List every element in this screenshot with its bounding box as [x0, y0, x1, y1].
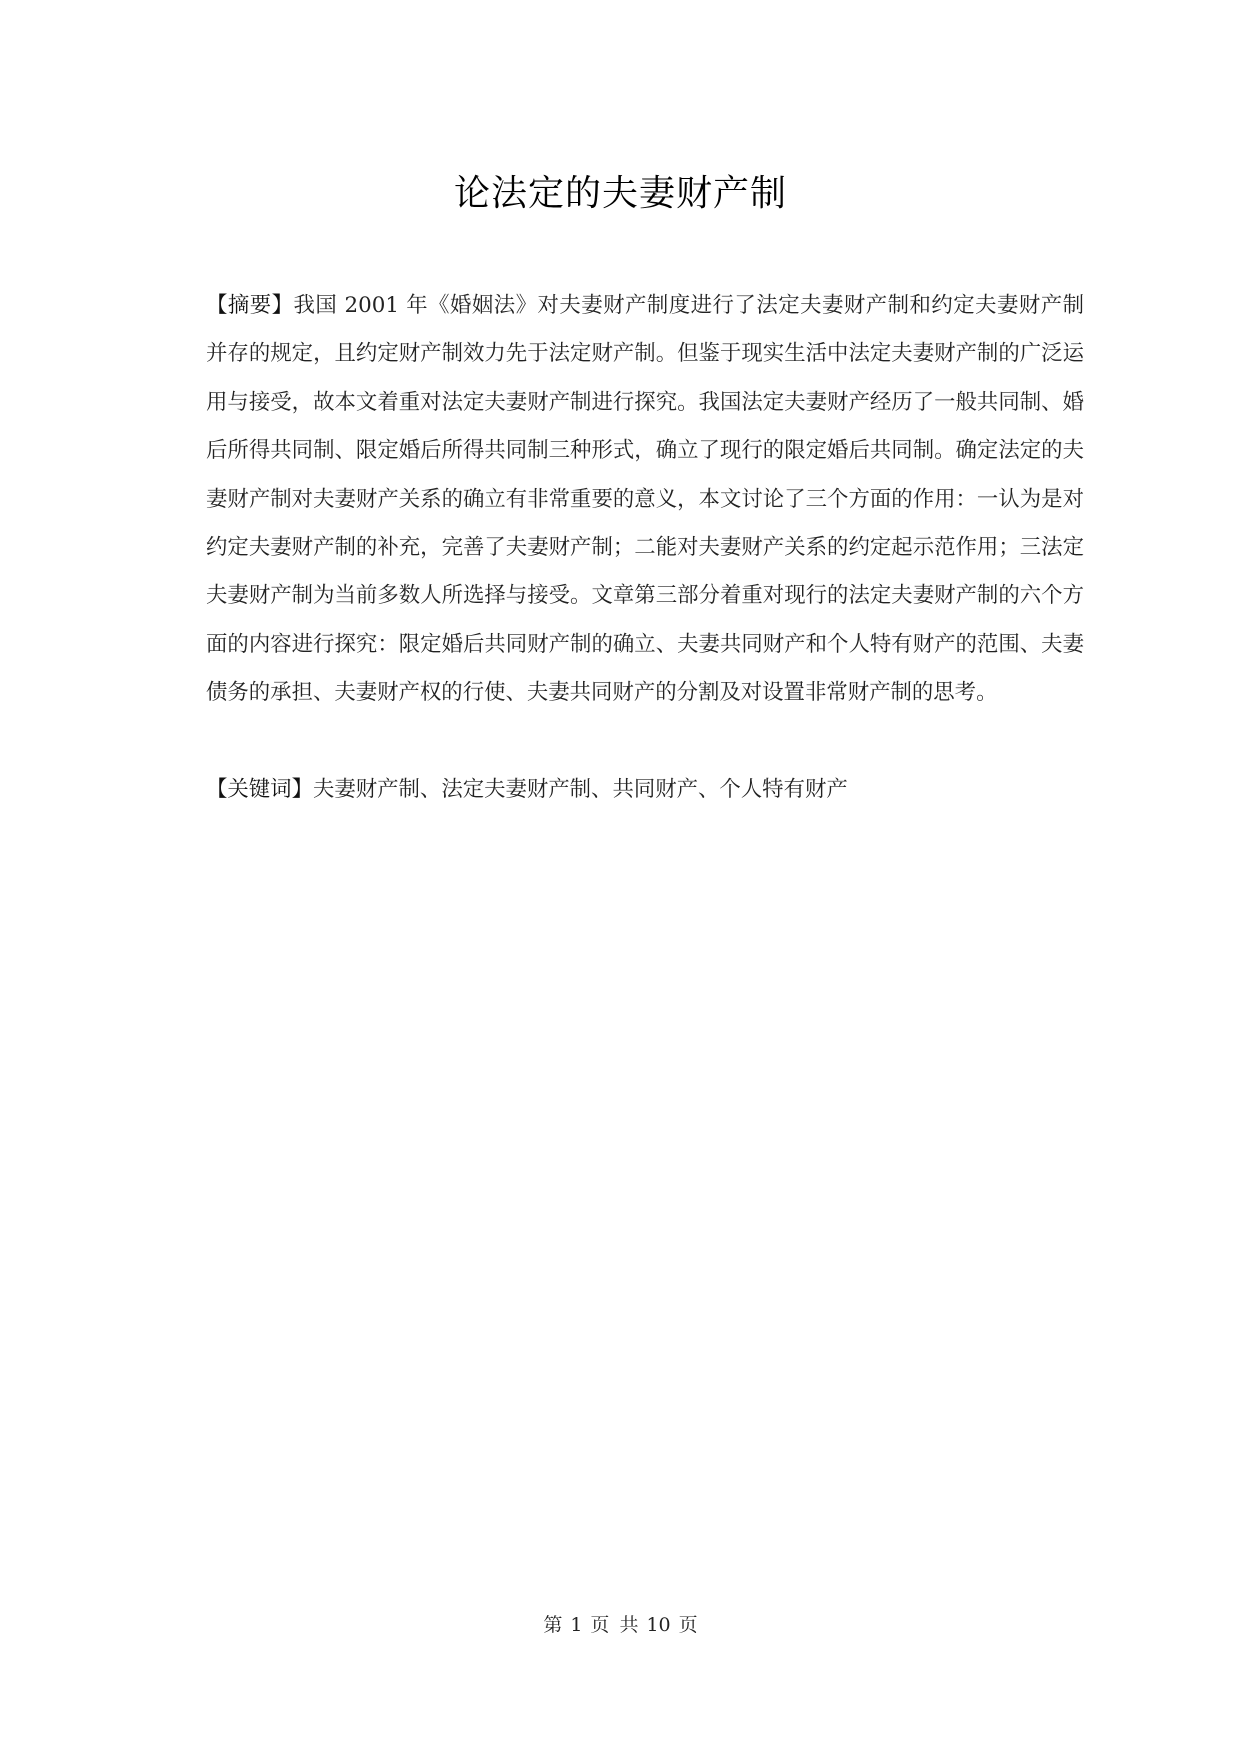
footer-prefix: 第: [543, 1614, 563, 1636]
footer-middle: 页 共: [590, 1614, 639, 1636]
abstract-text: 我国 2001 年《婚姻法》对夫妻财产制度进行了法定夫妻财产制和约定夫妻财产制并存的规定，且约定财产制效力先于法定财产制。但鉴于现实生活中法定夫妻财产制的广泛运用与接受，故本文着重对法定夫妻财产制进行探究。我国法定夫妻财产经历了一般共同制、婚后所得共同制、限定婚后所得共同制三种形式，确立了现行的限定婚后共同制。确定法定的夫妻财产制对夫妻财产关系的确立有非常重要的意义，本文讨论了三个方面的作用：一认为是对约定夫妻财产制的补充，完善了夫妻财产制；二能对夫妻财产关系的约定起示范作用；三法定夫妻财产制为当前多数人所选择与接受。文章第三部分着重对现行的法定夫妻财产制的六个方面的内容进行探究：限定婚后共同财产制的确立、夫妻共同财产和个人特有财产的范围、夫妻债务的承担、夫妻财产权的行使、夫妻共同财产的分割及对设置非常财产制的思考。: [206, 293, 1084, 706]
abstract-label: 【摘要】: [206, 293, 294, 318]
footer-total-pages: 10: [646, 1614, 671, 1636]
footer-page-number: 1: [570, 1614, 583, 1636]
abstract-paragraph: [206, 282, 1084, 718]
keywords-line: [206, 766, 1084, 814]
page-footer: [0, 1610, 1241, 1640]
footer-suffix: 页: [678, 1614, 698, 1636]
document-title: 论法定的夫妻财产制: [453, 173, 787, 214]
keywords-label: 【关键词】: [206, 777, 313, 802]
keywords-text: 夫妻财产制、法定夫妻财产制、共同财产、个人特有财产: [312, 777, 848, 802]
